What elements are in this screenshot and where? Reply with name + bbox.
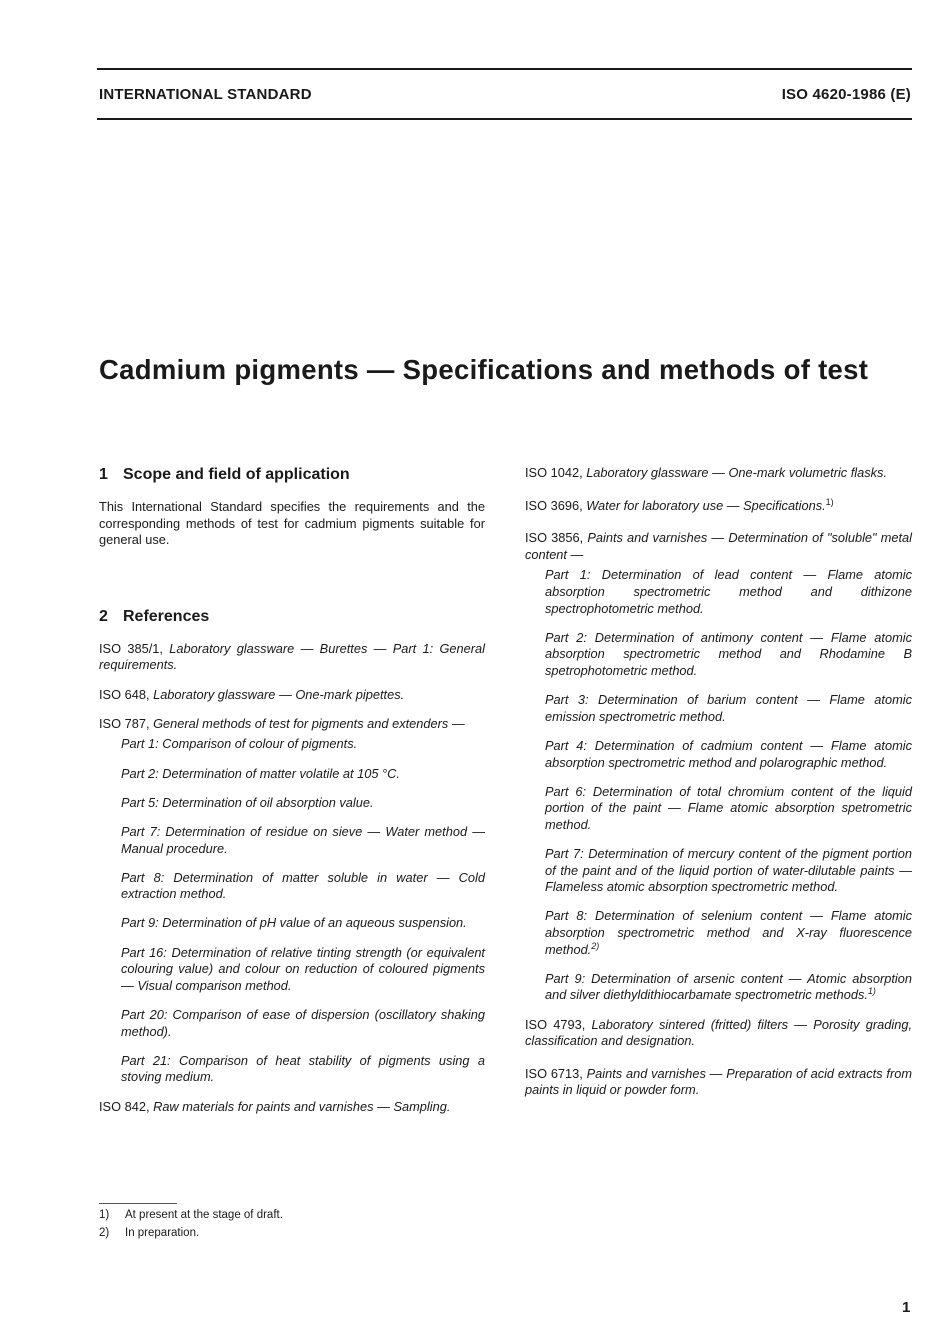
reference-iso-6713: ISO 6713, Paints and varnishes — Preparation of acid extracts from paints in liquid or powder form.: [525, 1065, 912, 1098]
left-column: [99, 465, 485, 1128]
iso-3856-part: Part 4: Determination of cadmium content — Flame atomic absorption spectrometric method and polarographic method.: [545, 737, 912, 770]
section-number: 2: [99, 607, 108, 625]
iso-3856-part: Part 1: Determination of lead content — Flame atomic absorption spectrometric method and dithizone spectrophotometric method.: [545, 567, 912, 616]
header-bottom-rule: [97, 118, 912, 120]
iso-787-part: Part 20: Comparison of ease of dispersion (oscillatory shaking method).: [121, 1007, 485, 1039]
iso-787-part: Part 2: Determination of matter volatile at 105 °C.: [121, 765, 400, 781]
page-title: Cadmium pigments — Specifications and methods of test: [99, 354, 869, 385]
iso-787-part: Part 7: Determination of residue on sieve — Water method — Manual procedure.: [121, 823, 485, 856]
iso-787-part: Part 5: Determination of oil absorption value.: [121, 794, 374, 810]
reference-iso-787: ISO 787, General methods of test for pigments and extenders —: [99, 715, 465, 731]
footnote-mark: 1): [867, 986, 876, 997]
reference-iso-3856: ISO 3856, Paints and varnishes — Determination of "soluble" metal content —: [525, 530, 913, 562]
iso-787-part: Part 21: Comparison of heat stability of pigments using a stoving medium.: [121, 1052, 485, 1085]
section-number: 1: [99, 466, 108, 483]
section-2-heading: [99, 607, 485, 627]
iso-787-part: Part 9: Determination of pH value of an aqueous suspension.: [121, 915, 467, 931]
footnote-mark: 2): [591, 940, 600, 951]
iso-3856-part: Part 2: Determination of antimony content — Flame atomic absorption spectrometric method and Rhodamine B spetrophotometric method.: [545, 629, 912, 678]
reference-iso-4793: ISO 4793, Laboratory sintered (fritted) filters — Porosity grading, classification and designation.: [525, 1016, 912, 1049]
footnote: 2) In preparation.: [99, 1227, 200, 1239]
right-column: [525, 465, 912, 1112]
reference-iso-842: ISO 842, Raw materials for paints and varnishes — Sampling.: [99, 1098, 451, 1114]
footnote-separator: [99, 1203, 177, 1204]
iso-787-part: Part 1: Comparison of colour of pigments.: [121, 736, 358, 752]
iso-3856-part: Part 8: Determination of selenium content — Flame atomic absorption spectrometric method and X-ray fluorescence method.$^{2)}$: [545, 908, 912, 957]
scope-paragraph: This International Standard specifies the requirements and the corresponding methods of test for cadmium pigments suitable for general use.: [99, 499, 485, 548]
reference-iso-1042: ISO 1042, Laboratory glassware — One-mark volumetric flasks.: [525, 465, 888, 480]
iso-3856-part: Part 6: Determination of total chromium content of the liquid portion of the paint — Flame atomic absorption spetrometric method.: [545, 783, 912, 832]
section-title: References: [123, 607, 210, 625]
iso-787-part: Part 8: Determination of matter soluble in water — Cold extraction method.: [121, 869, 485, 902]
iso-3856-part: Part 9: Determination of arsenic content — Atomic absorption and silver diethyldithiocarbamate spectrometric methods.$^{1)}$: [545, 970, 912, 1003]
iso-3856-part: Part 3: Determination of barium content — Flame atomic emission spectrometric method.: [545, 692, 912, 724]
iso-3856-part: Part 7: Determination of mercury content of the pigment portion of the paint and of the liquid portion of water-dilutable paints — Flameless atomic absorption spectrometric method.: [545, 846, 912, 895]
footnote: 1) At present at the stage of draft.: [99, 1209, 283, 1221]
header-top-rule: [97, 68, 912, 70]
document-type-label: INTERNATIONAL STANDARD: [99, 86, 312, 103]
reference-iso-648: ISO 648, Laboratory glassware — One-mark pipettes.: [99, 686, 405, 702]
section-1-heading: [99, 465, 485, 485]
reference-iso-385-1: ISO 385/1, Laboratory glassware — Burettes — Part 1: General requirements.: [99, 640, 485, 673]
footnote-mark: 1): [825, 496, 834, 507]
page-number: 1: [902, 1299, 911, 1316]
standard-number: ISO 4620-1986 (E): [781, 86, 911, 103]
reference-iso-3696: ISO 3696, Water for laboratory use — Specifications.$^{1)}$: [525, 496, 834, 513]
section-title: Scope and field of application: [123, 466, 350, 483]
iso-787-part: Part 16: Determination of relative tinting strength (or equivalent colouring value) and colour on reduction of coloured pigments — Visual comparison method.: [121, 944, 485, 993]
